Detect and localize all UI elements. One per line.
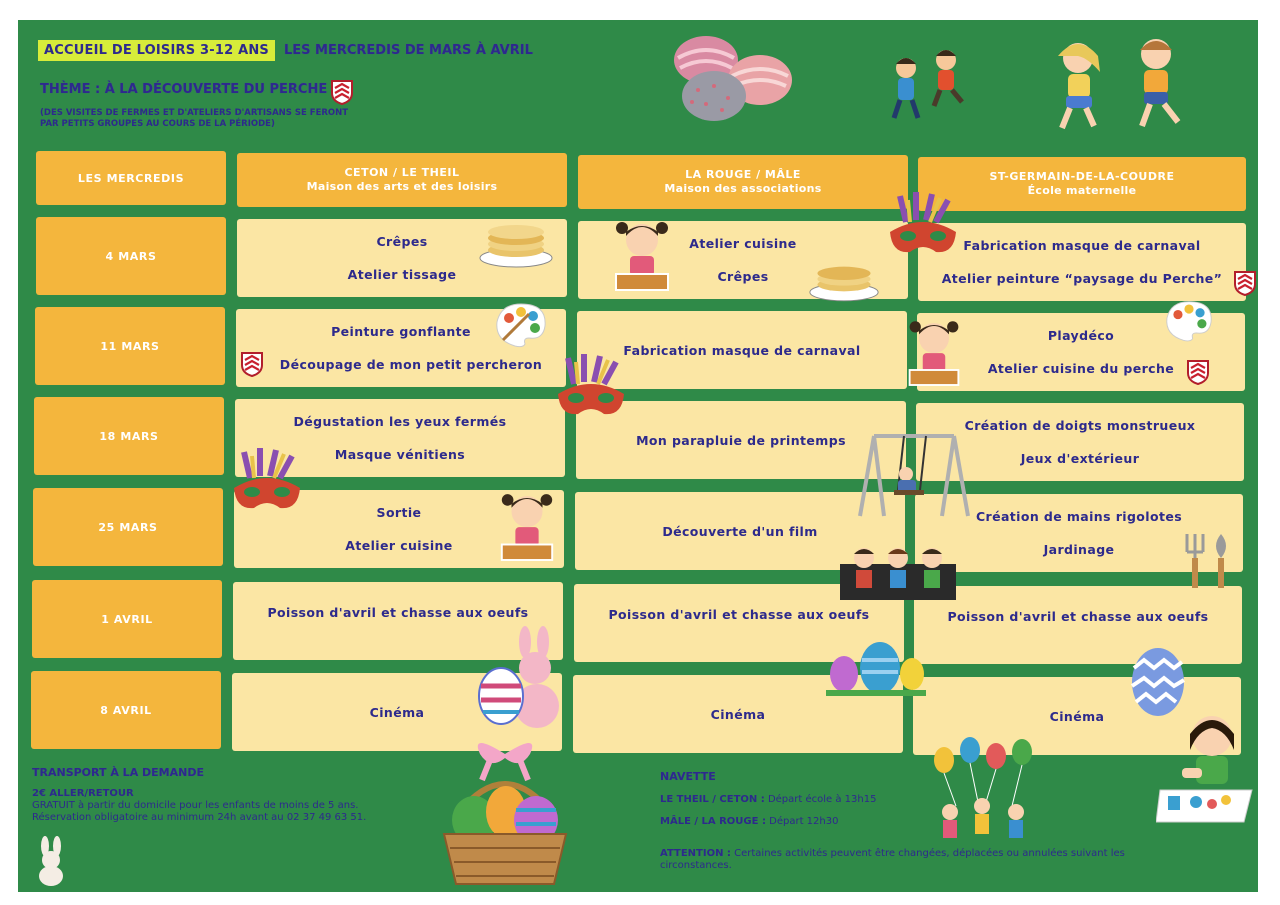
activity-cell: Fabrication masque de carnaval: [577, 311, 907, 389]
shield-icon: [330, 79, 354, 105]
activity-cell: Création de mains rigolotes Jardinage: [915, 494, 1243, 572]
easter-eggs-icon: [826, 640, 926, 696]
cooking-girl-icon: [904, 316, 964, 394]
balloons-kids-icon: [926, 736, 1046, 850]
swing-icon: [854, 430, 974, 520]
date-cell: 25 MARS: [33, 488, 223, 566]
crepes-icon: [478, 220, 554, 268]
activity-cell: Création de doigts monstrueux Jeux d'extérieur: [916, 403, 1244, 481]
header-st-germain: ST-GERMAIN-DE-LA-COUDRE École maternelle: [918, 157, 1246, 211]
date-cell: 11 MARS: [35, 307, 225, 385]
attention-note: ATTENTION : Certaines activités peuvent être changées, déplacées ou annulées suivant les circonstances.: [660, 848, 1125, 871]
activity-cell: Poisson d'avril et chasse aux oeufs: [233, 582, 563, 660]
activity-cell: Peinture gonflante Découpage de mon petit percheron: [236, 309, 566, 387]
activity-cell: Découverte d'un film: [575, 492, 905, 570]
easter-eggs-icon: [1130, 646, 1186, 718]
date-cell: 4 MARS: [36, 217, 226, 295]
date-cell: 18 MARS: [34, 397, 224, 475]
title-separator: :: [270, 43, 276, 58]
theme-note: (DES VISITES DE FERMES ET D'ATELIERS D'ARTISANS SE FERONT PAR PETITS GROUPES AU COURS DE LA PÉRIODE): [40, 108, 349, 129]
painting-girl-icon: [1156, 710, 1256, 826]
paint-palette-icon: [1163, 298, 1215, 344]
title-period: LES MERCREDIS DE MARS À AVRIL: [284, 43, 533, 58]
cinema-kids-icon: [840, 544, 956, 600]
title-badge: ACCUEIL DE LOISIRS 3-12 ANS: [38, 40, 275, 61]
activity-cell: Dégustation les yeux fermés Masque vénitiens: [235, 399, 565, 477]
paint-palette-icon: [493, 300, 549, 350]
carnival-mask-icon: [554, 354, 628, 424]
header-la-rouge: LA ROUGE / MÂLE Maison des associations: [578, 155, 908, 209]
activity-cell: Poisson d'avril et chasse aux oeufs: [914, 586, 1242, 664]
shield-icon: [240, 349, 264, 379]
activity-cell: Sortie Atelier cuisine: [234, 490, 564, 568]
easter-eggs-icon: [668, 28, 793, 128]
bunny-icon: [34, 836, 68, 886]
carnival-mask-icon: [230, 448, 304, 518]
running-kids-icon: [1038, 28, 1208, 138]
cooking-girl-icon: [496, 490, 558, 568]
activity-cell: Fabrication masque de carnaval Atelier peinture “paysage du Perche”: [918, 223, 1246, 301]
header-ceton: CETON / LE THEIL Maison des arts et des loisirs: [237, 153, 567, 207]
header-mercredis: LES MERCREDIS: [36, 151, 226, 205]
carnival-mask-icon: [886, 192, 960, 262]
flyer-sheet: [18, 20, 1258, 892]
activity-cell: Cinéma: [573, 675, 903, 753]
easter-basket-icon: [430, 734, 580, 892]
transport-info: 2€ ALLER/RETOUR GRATUIT à partir du domicile pour les enfants de moins de 5 ans. Réservation obligatoire au minimum 24h avant au 02 37 49 63 51.: [32, 788, 367, 823]
theme-title: THÈME : À LA DÉCOUVERTE DU PERCHE: [40, 82, 328, 97]
activity-cell: Playdéco Atelier cuisine du perche: [917, 313, 1245, 391]
activity-cell: Crêpes Atelier tissage: [237, 219, 567, 297]
date-cell: 1 AVRIL: [32, 580, 222, 658]
transport-title: TRANSPORT À LA DEMANDE: [32, 766, 204, 779]
activity-cell: Mon parapluie de printemps: [576, 401, 906, 479]
garden-tools-icon: [1183, 532, 1233, 592]
activity-cell: Poisson d'avril et chasse aux oeufs: [574, 584, 904, 662]
navette-title: NAVETTE: [660, 770, 716, 783]
easter-bunny-icon: [473, 626, 563, 732]
navette-line-2: MÂLE / LA ROUGE : Départ 12h30: [660, 816, 839, 827]
crepes-icon: [808, 256, 880, 302]
navette-line-1: LE THEIL / CETON : Départ école à 13h15: [660, 794, 877, 805]
shield-icon: [1186, 357, 1210, 387]
activity-cell: Atelier cuisine Crêpes: [578, 221, 908, 299]
cooking-girl-icon: [610, 218, 674, 298]
date-cell: 8 AVRIL: [31, 671, 221, 749]
running-kids-icon: [878, 40, 978, 130]
activity-cell: Cinéma: [913, 677, 1241, 755]
shield-icon: [1233, 268, 1257, 298]
activity-cell: Cinéma: [232, 673, 562, 751]
